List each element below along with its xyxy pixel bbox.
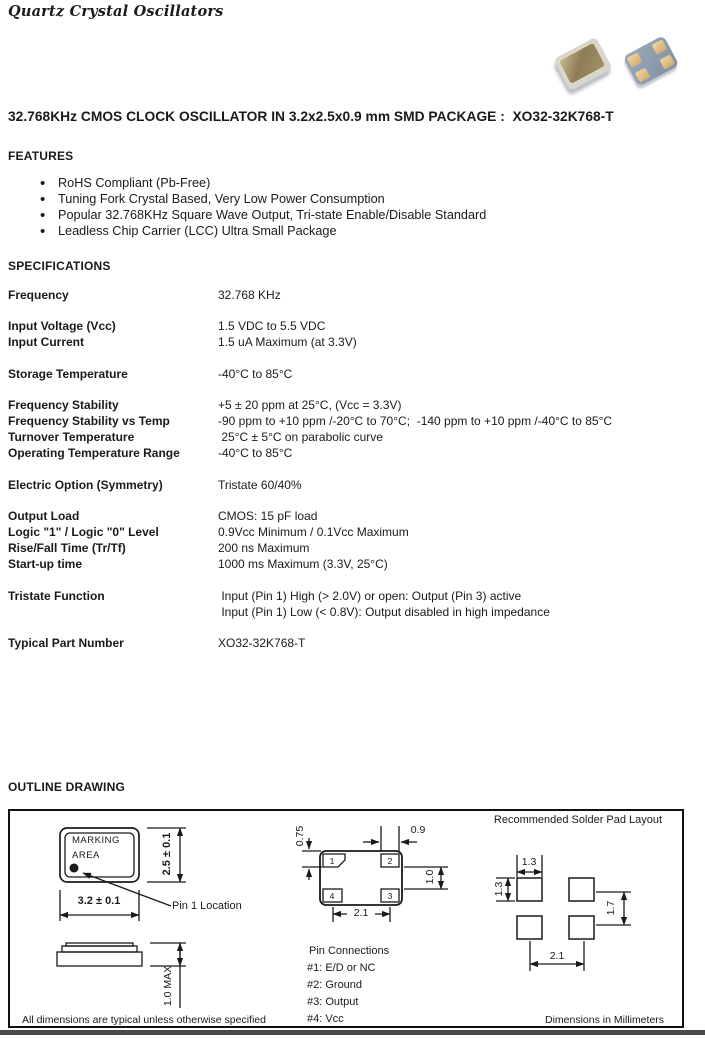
spec-value: 1.5 uA Maximum (at 3.3V) — [218, 335, 357, 350]
spec-row — [8, 477, 612, 493]
spec-group — [8, 366, 612, 382]
dim-10-label: 1.0 — [424, 869, 436, 885]
thickness-dimension-label: 1.0 MAX — [162, 965, 174, 1007]
spec-group — [8, 508, 612, 573]
pin-connections-heading: Pin Connections — [309, 945, 390, 957]
spec-label: Start-up time — [8, 557, 83, 572]
spec-label: Frequency Stability vs Temp — [8, 414, 170, 429]
spec-row — [8, 429, 612, 445]
spec-value: -40°C to 85°C — [218, 366, 293, 381]
spec-group — [8, 635, 612, 651]
marking-area-label-line2: AREA — [72, 850, 100, 861]
chip-body — [553, 37, 612, 91]
specifications-table — [8, 287, 612, 666]
brand-header: Quartz Crystal Oscillators — [8, 3, 224, 20]
feature-item: • Leadless Chip Carrier (LCC) Ultra Small Package — [40, 224, 486, 240]
pin-connection-item: #2: Ground — [307, 979, 363, 991]
pin1-location-label: Pin 1 Location — [172, 900, 242, 912]
spec-label — [8, 604, 218, 620]
spec-group — [8, 318, 612, 350]
spec-label: Logic "1" / Logic "0" Level — [8, 525, 159, 540]
pin3-number: 3 — [387, 891, 393, 901]
chip-metal-lid — [557, 41, 606, 85]
height-dimension-label: 2.5 ± 0.1 — [161, 832, 173, 876]
spec-group — [8, 477, 612, 493]
spec-label: Frequency — [8, 288, 69, 302]
spec-row — [8, 524, 612, 540]
spec-value: 32.768 KHz — [218, 288, 281, 302]
pad-dim-top-label: 1.3 — [521, 856, 537, 868]
spec-row — [8, 604, 612, 620]
outline-drawing-heading: OUTLINE DRAWING — [8, 780, 125, 794]
feature-item: • Tuning Fork Crystal Based, Very Low Power Consumption — [40, 192, 486, 208]
spec-group — [8, 287, 612, 303]
chip-pad — [659, 54, 675, 69]
spec-group — [8, 588, 612, 620]
solder-pad — [569, 916, 594, 939]
spec-label: Electric Option (Symmetry) — [8, 477, 163, 492]
spec-value: 1000 ms Maximum (3.3V, 25°C) — [218, 557, 388, 572]
pad-layout-title: Recommended Solder Pad Layout — [493, 814, 663, 826]
spec-value: 200 ns Maximum — [218, 541, 310, 556]
feature-item: • Popular 32.768KHz Square Wave Output, Tri-state Enable/Disable Standard — [40, 208, 486, 224]
spec-row — [8, 588, 612, 604]
spec-row — [8, 540, 612, 556]
solder-pad — [517, 916, 542, 939]
spec-row — [8, 635, 612, 651]
spec-row — [8, 445, 612, 461]
feature-item: • RoHS Compliant (Pb-Free) — [40, 176, 486, 192]
spec-label: Tristate Function — [8, 588, 105, 603]
spec-row — [8, 287, 612, 303]
spec-group — [8, 397, 612, 462]
marking-area-label-line1: MARKING — [72, 835, 120, 846]
pin2-number: 2 — [387, 856, 393, 866]
dimensions-note-right: Dimensions in Millimeters — [545, 1014, 665, 1026]
pin-connection-item: #3: Output — [307, 996, 359, 1008]
spec-value: CMOS: 15 pF load — [218, 508, 318, 523]
product-photo-top-view — [551, 40, 615, 90]
spec-label: Frequency Stability — [8, 397, 119, 412]
spec-value: 0.9Vcc Minimum / 0.1Vcc Maximum — [218, 525, 409, 540]
spec-row — [8, 334, 612, 350]
pin-connection-item: #4: Vcc — [307, 1013, 344, 1025]
spec-label: Output Load — [8, 508, 80, 523]
dim-075-label: 0.75 — [294, 825, 306, 847]
spec-label: Typical Part Number — [8, 636, 124, 651]
pin1-dot — [70, 864, 79, 873]
spec-label: Storage Temperature — [8, 366, 128, 381]
document-title: 32.768KHz CMOS CLOCK OSCILLATOR IN 3.2x2.5x0.9 mm SMD PACKAGE : XO32-32K768-T — [8, 109, 614, 124]
spec-value: 1.5 VDC to 5.5 VDC — [218, 319, 326, 334]
width-dimension-label: 3.2 ± 0.1 — [77, 895, 121, 907]
spec-row — [8, 556, 612, 572]
dim-21-label: 2.1 — [347, 907, 375, 919]
footer-bar — [0, 1030, 705, 1035]
pad-dim-bottom-label: 2.1 — [543, 950, 571, 962]
spec-value: Tristate 60/40% — [218, 477, 302, 492]
spec-label: Turnover Temperature — [8, 430, 135, 445]
chip-pad — [627, 52, 643, 67]
pin-connection-item: #1: E/D or NC — [307, 962, 376, 974]
spec-value: +5 ± 20 ppm at 25°C, (Vcc = 3.3V) — [218, 397, 402, 412]
spec-label: Input Current — [8, 335, 84, 350]
solder-pad — [517, 878, 542, 901]
spec-row — [8, 366, 612, 382]
spec-value: Input (Pin 1) Low (< 0.8V): Output disabled in high impedance — [218, 604, 550, 619]
specifications-heading: SPECIFICATIONS — [8, 259, 111, 273]
chip-pad — [635, 67, 651, 82]
spec-value: Input (Pin 1) High (> 2.0V) or open: Output (Pin 3) active — [218, 588, 522, 603]
product-photo-bottom-view — [620, 38, 684, 88]
spec-row — [8, 508, 612, 524]
spec-value: XO32-32K768-T — [218, 636, 306, 651]
spec-label: Rise/Fall Time (Tr/Tf) — [8, 541, 126, 556]
spec-label: Input Voltage (Vcc) — [8, 319, 116, 334]
spec-row — [8, 397, 612, 413]
pin4-number: 4 — [329, 891, 335, 901]
spec-value: -90 ppm to +10 ppm /-20°C to 70°C; -140 ppm to +10 ppm /-40°C to 85°C — [218, 414, 613, 429]
spec-value: 25°C ± 5°C on parabolic curve — [218, 430, 383, 445]
spec-value: -40°C to 85°C — [218, 446, 293, 461]
spec-row — [8, 318, 612, 334]
pad-dim-left-label: 1.3 — [493, 881, 505, 897]
pin1-number: 1 — [329, 856, 335, 866]
pad-dim-right-label: 1.7 — [605, 900, 617, 916]
features-heading: FEATURES — [8, 149, 74, 163]
outline-drawing-box — [8, 809, 684, 1028]
solder-pad — [569, 878, 594, 901]
chip-body — [623, 35, 680, 87]
dimensions-note-left: All dimensions are typical unless otherwise specified — [22, 1014, 266, 1026]
dim-09-label: 0.9 — [410, 824, 426, 836]
features-list — [40, 176, 486, 240]
chip-pad — [651, 39, 667, 54]
spec-label: Operating Temperature Range — [8, 446, 180, 461]
spec-row — [8, 413, 612, 429]
